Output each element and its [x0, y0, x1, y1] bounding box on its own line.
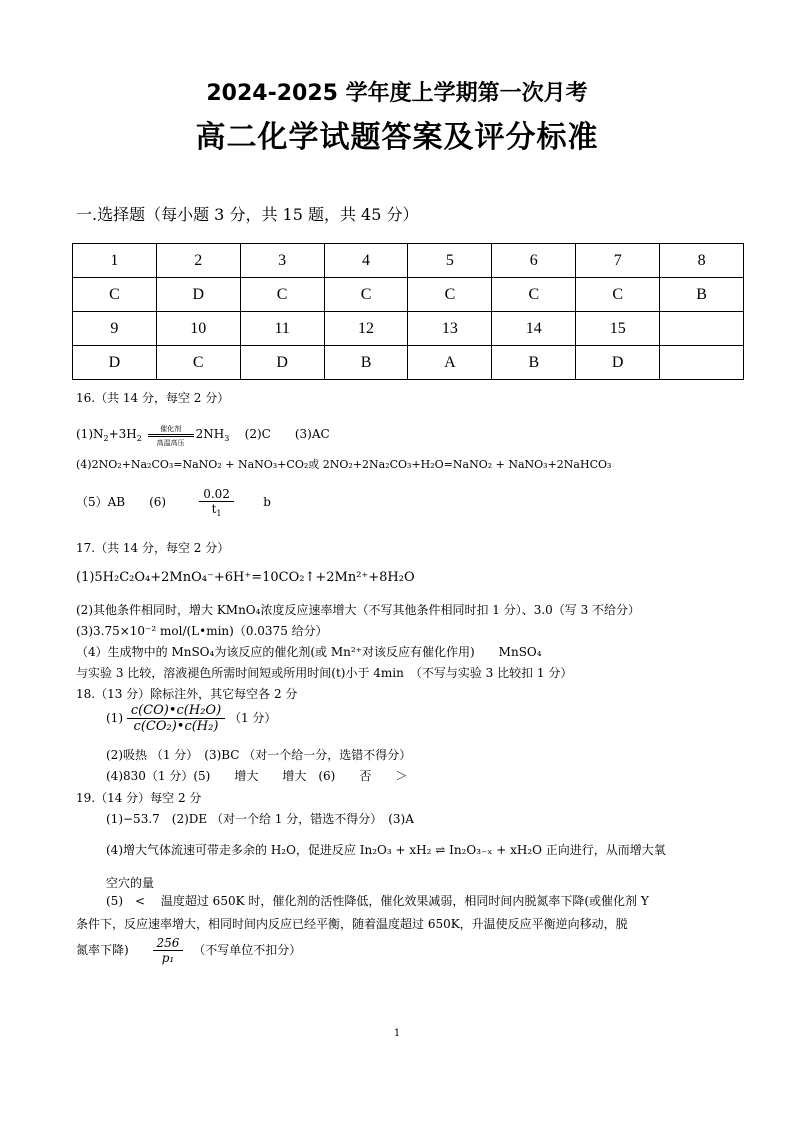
- answer-table-cell: 7: [576, 244, 660, 278]
- q18-heading: 18.（13 分）除标注外，其它每空各 2 分: [76, 687, 298, 701]
- q19-heading: 19.（14 分）每空 2 分: [76, 791, 202, 805]
- answer-table-cell: 11: [240, 312, 324, 346]
- answer-table-row: [73, 244, 744, 278]
- q16-l1-c: 2NH: [195, 427, 225, 441]
- q19-line2: (4)增大气体流速可带走多余的 H₂O，促进反应 In₂O₃ + xH₂ ⇌ In₂O₃₋ₓ + xH₂O 正向进行，从而增大氧: [106, 843, 666, 857]
- q19-line6: 氮率下降) $\frac{256}{\text{p₁}}$ （不写单位不扣分）: [76, 936, 302, 965]
- q16-line1: $(1)N_2+3H_2$ 催化剂 高温高压 $2NH_3$ (2)C (3)AC: [76, 424, 330, 447]
- q16-l1-b: +3H: [108, 427, 137, 441]
- q17-heading: 17.（共 14 分，每空 2 分）: [76, 541, 230, 555]
- answer-table-cell: 6: [492, 244, 576, 278]
- answer-table-cell: 10: [156, 312, 240, 346]
- answer-table-cell: 3: [240, 244, 324, 278]
- q16-line3: （5）AB (6) $\frac{0.02}{t_1}$ b: [76, 487, 271, 518]
- q17-line2: (2)其他条件相同时，增大 KMnO₄浓度反应速率增大（不写其他条件相同时扣 1 分）、3.0（写 3 不给分）: [76, 603, 641, 617]
- answer-table-cell: D: [240, 346, 324, 380]
- answer-table-cell: 4: [324, 244, 408, 278]
- answer-table-cell: D: [73, 346, 157, 380]
- answer-table-cell: C: [156, 346, 240, 380]
- answer-table-cell: C: [492, 278, 576, 312]
- answer-table-cell: C: [73, 278, 157, 312]
- answer-table-cell: 14: [492, 312, 576, 346]
- answer-table-cell: 2: [156, 244, 240, 278]
- answer-table-cell: C: [408, 278, 492, 312]
- answer-table-cell: 8: [660, 244, 744, 278]
- answer-table-cell: B: [492, 346, 576, 380]
- q16-line2: (4)2NO₂+Na₂CO₃=NaNO₂ + NaNO₃+CO₂或 2NO₂+2Na₂CO₃+H₂O=NaNO₂ + NaNO₃+2NaHCO₃: [76, 458, 612, 471]
- answer-table-row: [73, 346, 744, 380]
- answer-table-cell: D: [576, 346, 660, 380]
- q16-l1-a: (1)N: [76, 427, 104, 441]
- q19-line3: 空穴的量: [106, 876, 155, 890]
- answer-table-cell: C: [240, 278, 324, 312]
- q17-line4: （4）生成物中的 MnSO₄为该反应的催化剂(或 Mn²⁺对该反应有催化作用) MnSO₄: [76, 645, 542, 659]
- q18-line3: (4)830（1 分）(5) 增大 增大 (6) 否 ＞: [106, 769, 408, 783]
- q19-line1: (1)−53.7 (2)DE （对一个给 1 分，错选不得分） (3)A: [106, 812, 414, 826]
- answer-table-cell: C: [576, 278, 660, 312]
- answer-table-cell: [660, 312, 744, 346]
- answer-table-cell: D: [156, 278, 240, 312]
- reversible-arrow-icon: 催化剂 高温高压: [146, 428, 196, 442]
- title-line1: 2024-2025 学年度上学期第一次月考: [206, 81, 588, 106]
- answer-table-cell: 5: [408, 244, 492, 278]
- q18-line1: (1) $\frac{\text{c(CO)•c(H₂O)}}{\text{c(CO₂)•c(H₂)}}$ （1 分）: [106, 703, 277, 734]
- answer-table-cell: 9: [73, 312, 157, 346]
- answer-table-cell: B: [324, 346, 408, 380]
- answer-table-cell: 13: [408, 312, 492, 346]
- q17-line5: 与实验 3 比较，溶液褪色所需时间短或所用时间(t)小于 4min （不写与实验 3 比较扣 1 分）: [76, 666, 573, 680]
- q16-heading: 16.（共 14 分，每空 2 分）: [76, 391, 230, 405]
- q19-line4: (5) < 温度超过 650K 时，催化剂的活性降低，催化效果减弱，相同时间内脱氮率下降(或催化剂 Y: [106, 894, 649, 908]
- answer-table-cell: B: [660, 278, 744, 312]
- answer-table-cell: 12: [324, 312, 408, 346]
- answer-table-cell: 1: [73, 244, 157, 278]
- answer-table-row: [73, 312, 744, 346]
- answer-table-row: [73, 278, 744, 312]
- answer-table-cell: 15: [576, 312, 660, 346]
- page-number: 1: [393, 1028, 401, 1039]
- q17-line3: (3)3.75×10⁻² mol/(L•min)（0.0375 给分）: [76, 624, 328, 638]
- answer-table-cell: A: [408, 346, 492, 380]
- title-line2: 高二化学试题答案及评分标准: [195, 120, 599, 155]
- answer-table: [72, 243, 744, 380]
- q19-line5: 条件下，反应速率增大，相同时间内反应已经平衡，随着温度超过 650K，升温使反应平衡逆向移动，脱: [76, 917, 628, 931]
- answer-table-cell: C: [324, 278, 408, 312]
- q18-line2: (2)吸热 （1 分） (3)BC （对一个给一分，选错不得分）: [106, 748, 412, 762]
- q16-l1-d: (2)C (3)AC: [244, 427, 330, 441]
- answer-table-cell: [660, 346, 744, 380]
- section1-heading: 一.选择题（每小题 3 分，共 15 题，共 45 分）: [76, 205, 419, 224]
- q17-line1: (1)5H₂C₂O₄+2MnO₄⁻+6H⁺=10CO₂↑+2Mn²⁺+8H₂O: [76, 570, 415, 585]
